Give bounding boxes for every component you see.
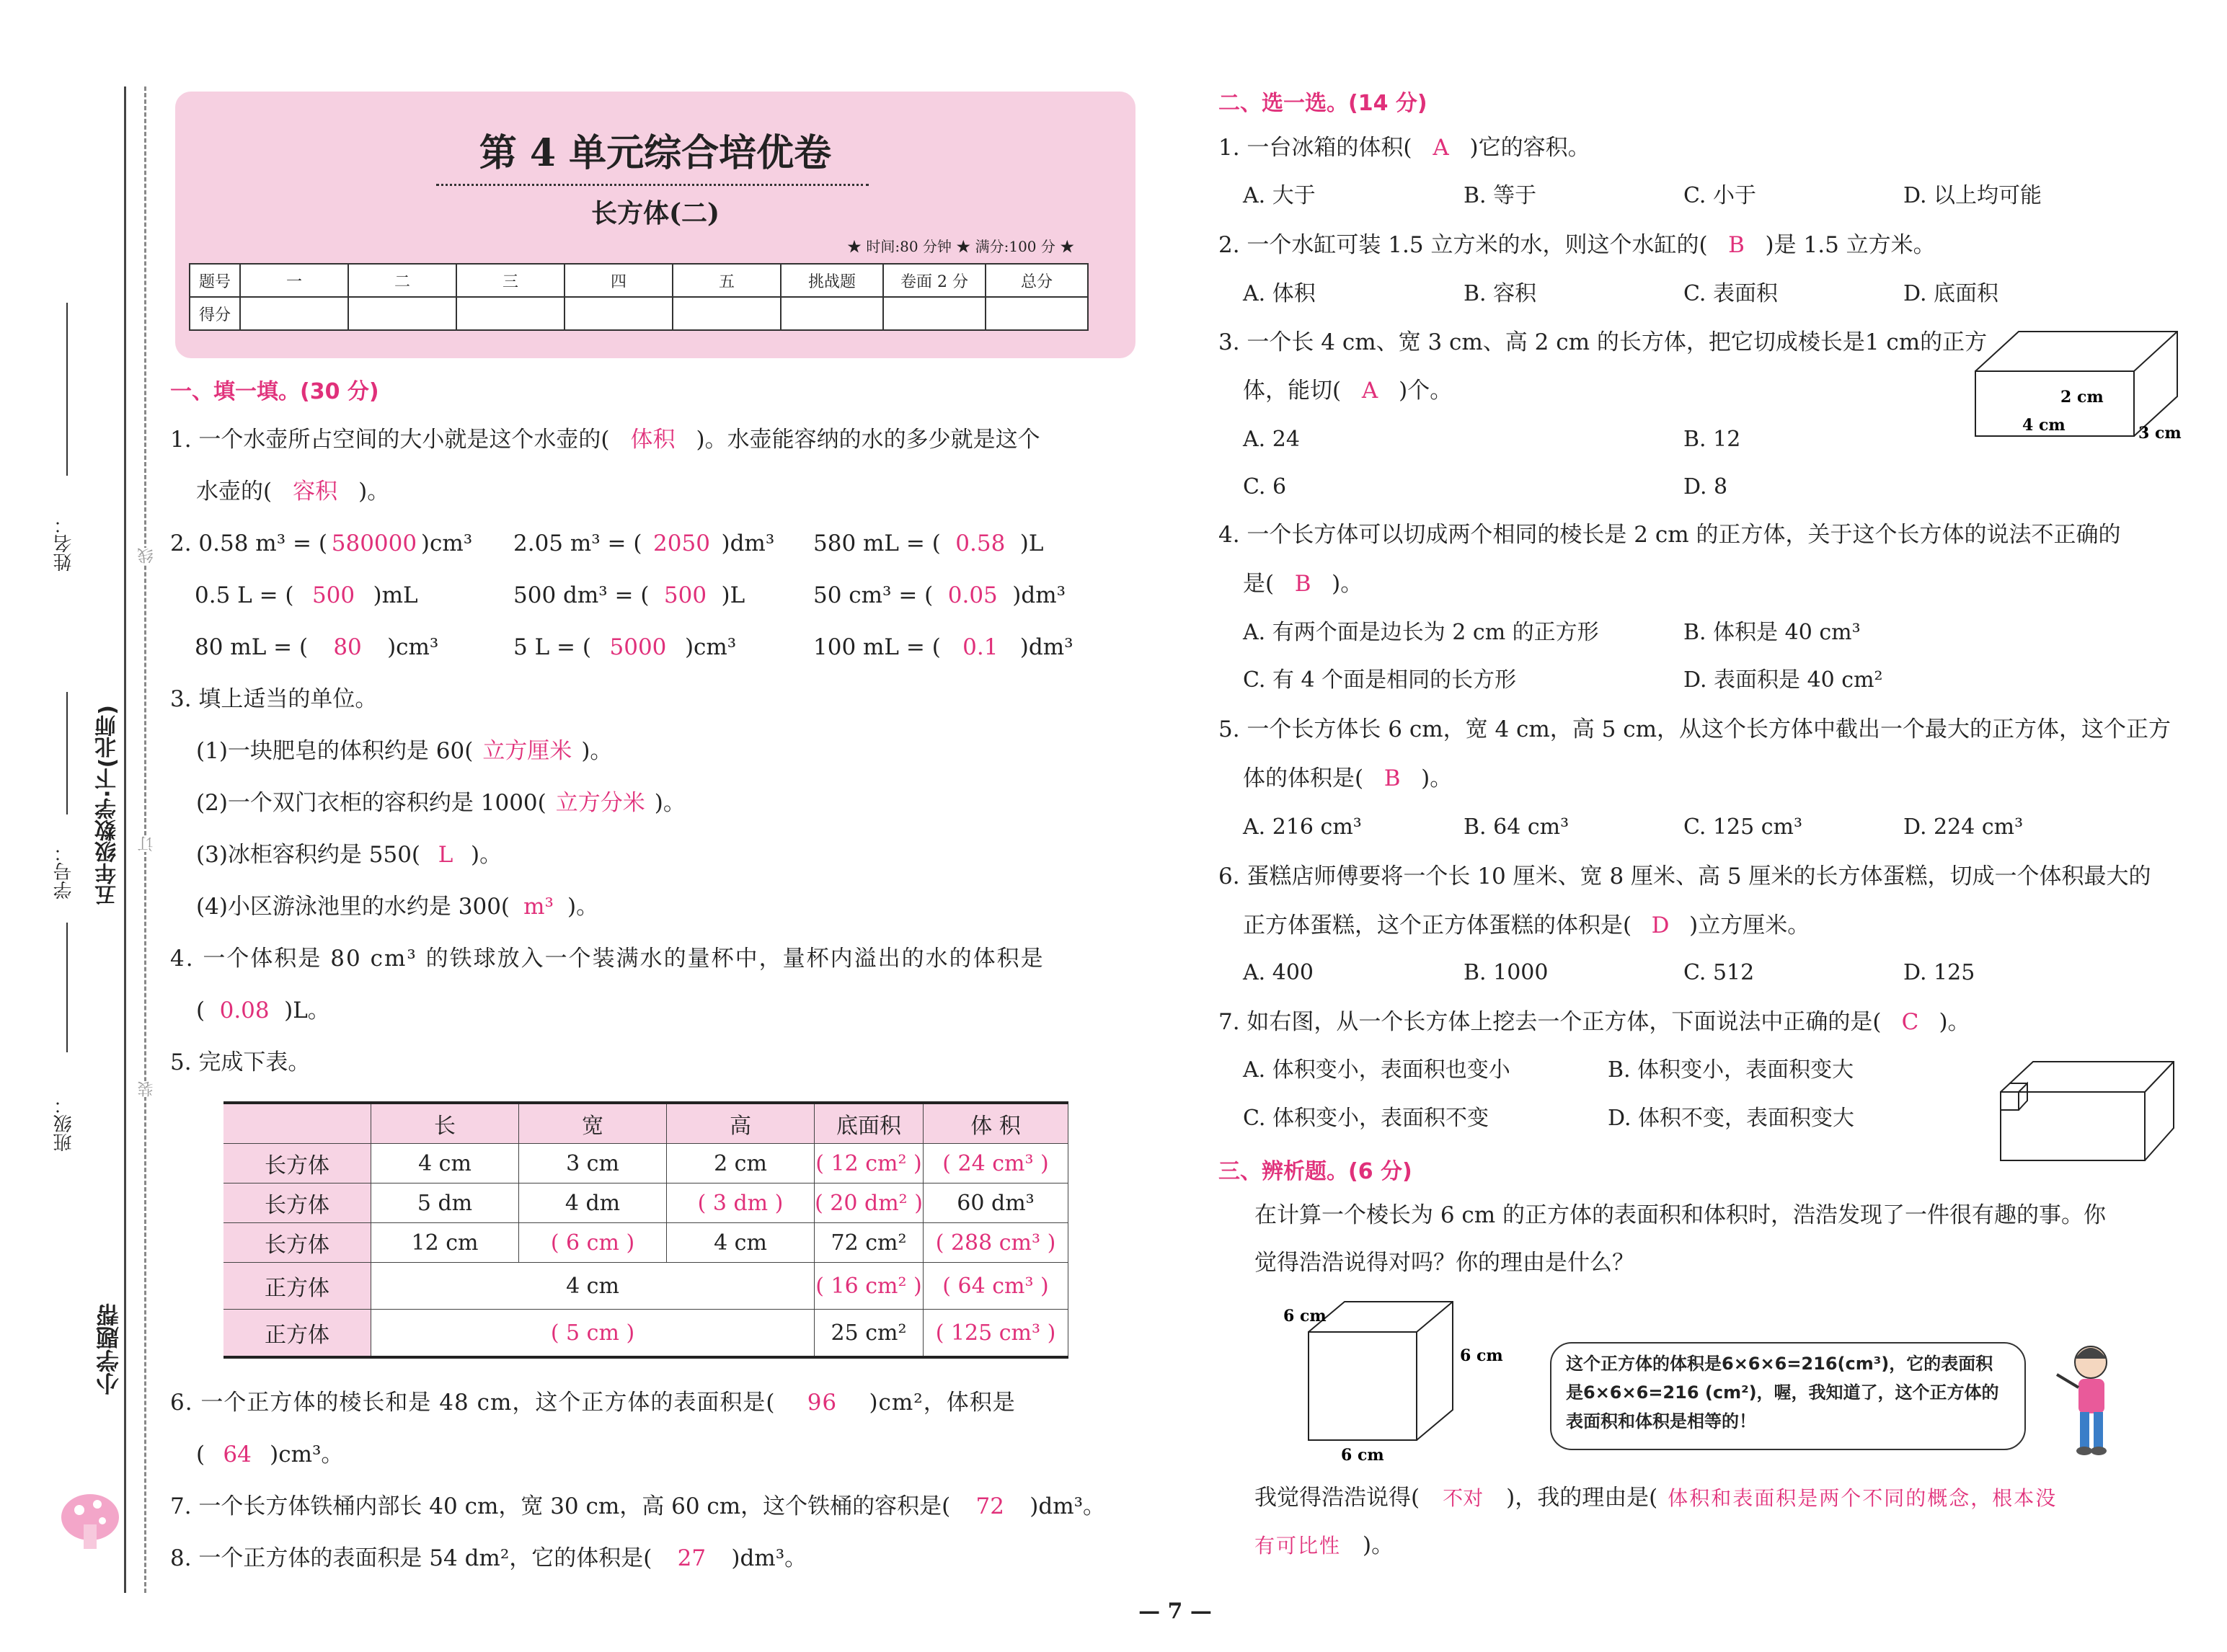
cube-edge-label: 6 cm — [1341, 1446, 1384, 1465]
option[interactable]: A. 216 cm³ — [1243, 814, 1362, 840]
cuboid-figure — [1968, 328, 2192, 450]
option[interactable]: C. 6 — [1243, 474, 1287, 499]
page-title: 第 4 单元综合培优卷 — [479, 131, 832, 175]
option[interactable]: A. 体积 — [1243, 281, 1316, 306]
table-header: 宽 — [519, 1103, 667, 1144]
s1-q2-item: 2. 0.58 m³ = ( 580000 )cm³ — [170, 530, 473, 556]
solid-table — [223, 1101, 1068, 1359]
s2-q3-line1: 3. 一个长 4 cm、宽 3 cm、高 2 cm 的长方体，把它切成棱长是1 cm的正方 — [1218, 329, 1988, 355]
s1-q3-item: (4)小区游泳池里的水约是 300( m³ )。 — [196, 894, 599, 920]
s3-answer-line2: 有可比性 )。 — [1254, 1532, 1394, 1558]
table-row: 正方体 ( 5 cm ) 25 cm² ( 125 cm³ ) — [223, 1310, 1068, 1358]
option[interactable]: C. 表面积 — [1683, 281, 1778, 306]
cube-edge-label: 6 cm — [1283, 1307, 1327, 1325]
option[interactable]: D. 125 — [1903, 960, 1975, 985]
option[interactable]: B. 12 — [1683, 427, 1741, 452]
score-header: 卷面 2 分 — [883, 264, 986, 297]
s1-q2-item: 80 mL = ( 80 )cm³ — [195, 634, 439, 660]
subject-label: 五年级数学·下(北师) — [95, 705, 120, 906]
s1-q2-item: 100 mL = ( 0.1 )dm³ — [813, 634, 1073, 660]
cut-label-3: 装 — [136, 1081, 158, 1097]
name-label: 姓名： — [53, 515, 75, 572]
s1-q2-item: 0.5 L = ( 500 )mL — [195, 582, 418, 608]
section-1-title: 一、填一填。(30 分) — [170, 379, 379, 404]
option[interactable]: B. 体积是 40 cm³ — [1683, 620, 1861, 645]
s1-q2-item: 50 cm³ = ( 0.05 )dm³ — [813, 582, 1066, 608]
s2-q4-line2: 是( B )。 — [1243, 571, 1363, 597]
section-3-title: 三、辨析题。(6 分) — [1218, 1159, 1412, 1184]
table-header — [223, 1103, 371, 1144]
exam-meta: ★ 时间:80 分钟 ★ 满分:100 分 ★ — [847, 238, 1075, 255]
score-header: 题号 — [190, 264, 240, 297]
q-text: 1. 一个水壶所占空间的大小就是这个水壶的( — [170, 427, 610, 453]
s1-q5-title: 5. 完成下表。 — [170, 1049, 311, 1075]
score-table — [189, 263, 1089, 331]
cube-edge-label: 6 cm — [1460, 1346, 1503, 1365]
table-header: 体 积 — [924, 1103, 1068, 1144]
table-row: 长方体 12 cm ( 6 cm ) 4 cm 72 cm² ( 288 cm³ ) — [223, 1223, 1068, 1263]
cut-label-2: 订 — [136, 836, 158, 852]
s1-q1-line2 — [196, 477, 389, 506]
option[interactable]: D. 224 cm³ — [1903, 814, 2024, 840]
notched-cuboid-figure — [1997, 1056, 2177, 1164]
s1-q2-item: 2.05 m³ = ( 2050 )dm³ — [513, 530, 775, 556]
s1-q1-line1 — [170, 425, 1040, 454]
option[interactable]: A. 体积变小，表面积也变小 — [1243, 1057, 1510, 1083]
score-cell[interactable] — [673, 297, 781, 330]
option[interactable]: A. 有两个面是边长为 2 cm 的正方形 — [1243, 620, 1599, 645]
s1-q3-title: 3. 填上适当的单位。 — [170, 686, 378, 712]
table-header: 高 — [667, 1103, 815, 1144]
score-header: 四 — [565, 264, 673, 297]
score-header: 五 — [673, 264, 781, 297]
score-header: 三 — [456, 264, 565, 297]
option[interactable]: B. 1000 — [1464, 960, 1549, 985]
answer: 容积 — [293, 479, 338, 505]
brand-label: 小学题帮 — [95, 1303, 123, 1395]
s2-q7-line1: 7. 如右图，从一个长方体上挖去一个正方体，下面说法中正确的是( C )。 — [1218, 1009, 1970, 1035]
table-row: 正方体 4 cm ( 16 cm² ) ( 64 cm³ ) — [223, 1263, 1068, 1310]
score-cell[interactable] — [883, 297, 986, 330]
option[interactable]: C. 小于 — [1683, 183, 1756, 208]
s1-q3-item: (1)一块肥皂的体积约是 60( 立方厘米 )。 — [196, 738, 613, 764]
q-text: )。 — [358, 479, 390, 505]
s1-q2-item: 5 L = ( 5000 )cm³ — [513, 634, 737, 660]
s2-q5-line2: 体的体积是( B )。 — [1243, 765, 1453, 791]
option[interactable]: C. 体积变小，表面积不变 — [1243, 1106, 1489, 1131]
class-label: 班级： — [53, 1096, 75, 1152]
s1-q2-item: 500 dm³ = ( 500 )L — [513, 582, 745, 608]
score-cell[interactable] — [348, 297, 456, 330]
cuboid-width-label: 3 cm — [2138, 424, 2182, 443]
s1-q3-item: (3)冰柜容积约是 550( L )。 — [196, 842, 502, 868]
speech-bubble: 这个正方体的体积是6×6×6=216(cm³)，它的表面积是6×6×6=216 (cm²)，喔，我知道了，这个正方体的表面积和体积是相等的！ — [1550, 1342, 2026, 1450]
option[interactable]: A. 大于 — [1243, 183, 1316, 208]
score-header: 一 — [240, 264, 348, 297]
option[interactable]: D. 底面积 — [1903, 281, 1999, 306]
id-line — [66, 692, 68, 814]
score-cell[interactable] — [565, 297, 673, 330]
boy-character-icon — [2051, 1337, 2120, 1460]
cube-figure — [1280, 1296, 1518, 1465]
s1-q6-line1: 6. 一个正方体的棱长和是 48 cm，这个正方体的表面积是( 96 )cm²，体积是 — [170, 1390, 1016, 1416]
mushroom-logo-icon — [58, 1488, 130, 1553]
s1-q8: 8. 一个正方体的表面积是 54 dm²，它的体积是( 27 )dm³。 — [170, 1545, 807, 1571]
s2-q5-line1: 5. 一个长方体长 6 cm，宽 4 cm，高 5 cm，从这个长方体中截出一个最大的正方体，这个正方 — [1218, 716, 2171, 742]
cuboid-height-label: 2 cm — [2060, 388, 2104, 407]
table-row: 长方体 5 dm 4 dm ( 3 dm ) ( 20 dm² ) 60 dm³ — [223, 1184, 1068, 1223]
option[interactable]: B. 等于 — [1464, 183, 1537, 208]
s1-q4-line1: 4. 一个体积是 80 cm³ 的铁球放入一个装满水的量杯中，量杯内溢出的水的体积是 — [170, 946, 1045, 972]
s1-q3-item: (2)一个双门衣柜的容积约是 1000( 立方分米 )。 — [196, 790, 686, 816]
score-cell[interactable] — [986, 297, 1088, 330]
option[interactable]: D. 8 — [1683, 474, 1728, 499]
option[interactable]: D. 以上均可能 — [1903, 183, 2042, 208]
option[interactable]: B. 64 cm³ — [1464, 814, 1569, 840]
score-header: 挑战题 — [781, 264, 883, 297]
score-cell[interactable] — [240, 297, 348, 330]
table-header: 底面积 — [815, 1103, 924, 1144]
cut-label-1: 线 — [136, 548, 158, 564]
option[interactable]: D. 体积不变，表面积变大 — [1608, 1106, 1855, 1131]
option[interactable]: C. 有 4 个面是相同的长方形 — [1243, 667, 1517, 693]
cuboid-length-label: 4 cm — [2022, 416, 2066, 435]
title-divider — [436, 184, 869, 186]
q-text: )。水壶能容纳的水的多少就是这个 — [696, 427, 1040, 453]
table-header: 长 — [371, 1103, 519, 1144]
score-row-label: 得分 — [190, 297, 240, 330]
page-number: — 7 — — [1138, 1599, 1212, 1624]
table-row: 长方体 4 cm 3 cm 2 cm ( 12 cm² ) ( 24 cm³ ) — [223, 1144, 1068, 1184]
score-cell[interactable] — [456, 297, 565, 330]
option[interactable]: D. 表面积是 40 cm² — [1683, 667, 1883, 693]
s2-q1: 1. 一台冰箱的体积( A )它的容积。 — [1218, 135, 1590, 161]
s1-q7: 7. 一个长方体铁桶内部长 40 cm，宽 30 cm，高 60 cm，这个铁桶的容积是( 72 )dm³。 — [170, 1493, 1106, 1519]
option[interactable]: A. 400 — [1243, 960, 1314, 985]
page-subtitle: 长方体(二) — [590, 198, 720, 228]
option[interactable]: B. 体积变小，表面积变大 — [1608, 1057, 1854, 1083]
binding-solid-line — [124, 86, 126, 1593]
s1-q6-line2: ( 64 )cm³。 — [196, 1442, 344, 1467]
answer: 体积 — [630, 427, 676, 453]
option[interactable]: C. 125 cm³ — [1683, 814, 1803, 840]
q-text: 水壶的( — [196, 479, 273, 505]
id-label: 学号： — [53, 843, 75, 900]
name-line — [66, 303, 68, 476]
s2-q2: 2. 一个水缸可装 1.5 立方米的水，则这个水缸的( B )是 1.5 立方米。 — [1218, 232, 1936, 258]
option[interactable]: A. 24 — [1243, 427, 1300, 452]
s2-q4-line1: 4. 一个长方体可以切成两个相同的棱长是 2 cm 的正方体，关于这个长方体的说法不正确的 — [1218, 522, 2121, 548]
s3-answer-line1: 我觉得浩浩说得( 不对 )，我的理由是( 体积和表面积是两个不同的概念，根本没 — [1254, 1485, 2058, 1511]
s2-q3-line2: 体，能切( A )个。 — [1243, 378, 1453, 404]
s1-q4-line2: ( 0.08 )L。 — [196, 998, 330, 1023]
s3-prompt-line1: 在计算一个棱长为 6 cm 的正方体的表面积和体积时，浩浩发现了一件很有趣的事。你 — [1254, 1202, 2107, 1228]
option[interactable]: B. 容积 — [1464, 281, 1537, 306]
s2-q6-line1: 6. 蛋糕店师傅要将一个长 10 厘米、宽 8 厘米、高 5 厘米的长方体蛋糕，切成一个体积最大的 — [1218, 863, 2151, 889]
option[interactable]: C. 512 — [1683, 960, 1755, 985]
score-header: 二 — [348, 264, 456, 297]
score-header: 总分 — [986, 264, 1088, 297]
score-cell[interactable] — [781, 297, 883, 330]
s1-q2-item: 580 mL = ( 0.58 )L — [813, 530, 1044, 556]
section-2-title: 二、选一选。(14 分) — [1218, 91, 1427, 116]
class-line — [66, 923, 68, 1052]
s2-q6-line2: 正方体蛋糕，这个正方体蛋糕的体积是( D )立方厘米。 — [1243, 912, 1810, 938]
s3-prompt-line2: 觉得浩浩说得对吗？你的理由是什么？ — [1254, 1250, 1634, 1276]
